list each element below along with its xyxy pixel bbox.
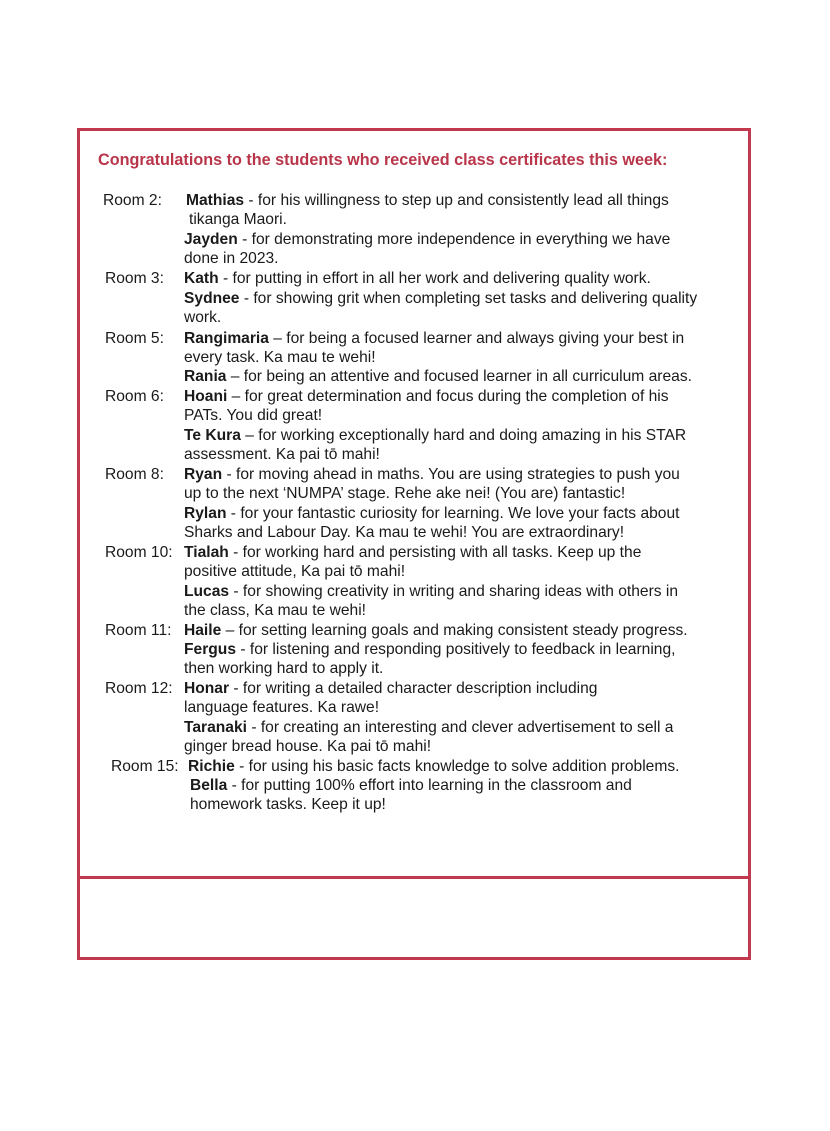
student-name: Richie bbox=[188, 758, 235, 775]
award-text-line: done in 2023. bbox=[184, 250, 279, 267]
award-text: - for moving ahead in maths. You are using strategies to push you bbox=[222, 466, 680, 483]
room-label: Room 12: bbox=[105, 680, 173, 697]
award-text: - for writing a detailed character description including bbox=[229, 680, 598, 697]
award-text: - for listening and responding positively to feedback in learning, bbox=[236, 641, 676, 658]
student-name: Honar bbox=[184, 680, 230, 697]
award-text: - for showing creativity in writing and sharing ideas with others in bbox=[229, 583, 679, 600]
award-entry bbox=[184, 289, 697, 308]
award-entry bbox=[184, 679, 597, 698]
student-name: Lucas bbox=[184, 583, 230, 600]
award-text: - for creating an interesting and clever advertisement to sell a bbox=[246, 719, 674, 736]
award-text: - for working hard and persisting with all tasks. Keep up the bbox=[228, 544, 642, 561]
award-text: - for your fantastic curiosity for learning. We love your facts about bbox=[226, 505, 680, 522]
room-label: Room 15: bbox=[111, 758, 179, 775]
award-entry bbox=[190, 776, 632, 795]
award-entry bbox=[184, 504, 679, 523]
award-entry bbox=[184, 543, 641, 562]
room-label: Room 8: bbox=[105, 466, 164, 483]
certificates-box bbox=[77, 128, 751, 960]
room-label: Room 10: bbox=[105, 544, 173, 561]
award-entry bbox=[184, 269, 651, 288]
award-text-line: Sharks and Labour Day. Ka mau te wehi! You are extraordinary! bbox=[184, 524, 625, 541]
award-text: – for working exceptionally hard and doing amazing in his STAR bbox=[240, 427, 687, 444]
divider bbox=[80, 876, 748, 879]
award-text: - for using his basic facts knowledge to solve addition problems. bbox=[234, 758, 680, 775]
student-name: Ryan bbox=[184, 466, 223, 483]
award-entry bbox=[184, 465, 680, 484]
award-text-line: every task. Ka mau te wehi! bbox=[184, 349, 376, 366]
award-entry bbox=[184, 387, 669, 406]
room-label: Room 6: bbox=[105, 388, 164, 405]
student-name: Fergus bbox=[184, 641, 236, 658]
page-title: Congratulations to the students who received class certificates this week: bbox=[98, 151, 668, 169]
award-text: - for his willingness to step up and consistently lead all things bbox=[244, 192, 669, 209]
award-text-line: work. bbox=[184, 309, 222, 326]
award-text-line: up to the next ‘NUMPA’ stage. Rehe ake nei! (You are) fantastic! bbox=[184, 485, 626, 502]
award-entry bbox=[184, 718, 673, 737]
award-entry bbox=[184, 582, 678, 601]
award-text-line: the class, Ka mau te wehi! bbox=[184, 602, 367, 619]
award-entry bbox=[184, 640, 676, 659]
room-label: Room 5: bbox=[105, 330, 164, 347]
award-text-line: ginger bread house. Ka pai tō mahi! bbox=[184, 738, 432, 755]
award-text-line: then working hard to apply it. bbox=[184, 660, 384, 677]
award-text: – for great determination and focus during the completion of his bbox=[227, 388, 669, 405]
room-label: Room 11: bbox=[105, 622, 172, 639]
student-name: Tialah bbox=[184, 544, 229, 561]
award-text-line: assessment. Ka pai tō mahi! bbox=[184, 446, 380, 463]
award-text-line: positive attitude, Ka pai tō mahi! bbox=[184, 563, 406, 580]
award-text-line: homework tasks. Keep it up! bbox=[190, 796, 386, 813]
student-name: Mathias bbox=[186, 192, 245, 209]
award-entry bbox=[186, 191, 669, 210]
student-name: Te Kura bbox=[184, 427, 241, 444]
award-entry bbox=[184, 426, 686, 445]
award-entry bbox=[184, 367, 692, 386]
award-text: - for putting 100% effort into learning in the classroom and bbox=[227, 777, 632, 794]
student-name: Rania bbox=[184, 368, 227, 385]
student-name: Taranaki bbox=[184, 719, 247, 736]
award-text: – for being a focused learner and always giving your best in bbox=[268, 330, 685, 347]
award-entry bbox=[184, 230, 670, 249]
award-text: - for showing grit when completing set tasks and delivering quality bbox=[239, 290, 698, 307]
room-label: Room 3: bbox=[105, 270, 164, 287]
award-text-line: language features. Ka rawe! bbox=[184, 699, 380, 716]
room-label: Room 2: bbox=[103, 192, 162, 209]
student-name: Bella bbox=[190, 777, 228, 794]
award-text-line: tikanga Maori. bbox=[189, 211, 287, 228]
award-text: - for demonstrating more independence in everything we have bbox=[237, 231, 671, 248]
student-name: Rangimaria bbox=[184, 330, 269, 347]
student-name: Kath bbox=[184, 270, 219, 287]
award-text: - for putting in effort in all her work and delivering quality work. bbox=[218, 270, 651, 287]
award-entry bbox=[184, 329, 684, 348]
award-text: – for being an attentive and focused learner in all curriculum areas. bbox=[226, 368, 692, 385]
student-name: Jayden bbox=[184, 231, 238, 248]
award-text-line: PATs. You did great! bbox=[184, 407, 323, 424]
student-name: Sydnee bbox=[184, 290, 240, 307]
award-entry bbox=[184, 621, 688, 640]
award-entry bbox=[188, 757, 679, 776]
award-text: – for setting learning goals and making consistent steady progress. bbox=[221, 622, 688, 639]
student-name: Haile bbox=[184, 622, 222, 639]
student-name: Rylan bbox=[184, 505, 227, 522]
student-name: Hoani bbox=[184, 388, 228, 405]
